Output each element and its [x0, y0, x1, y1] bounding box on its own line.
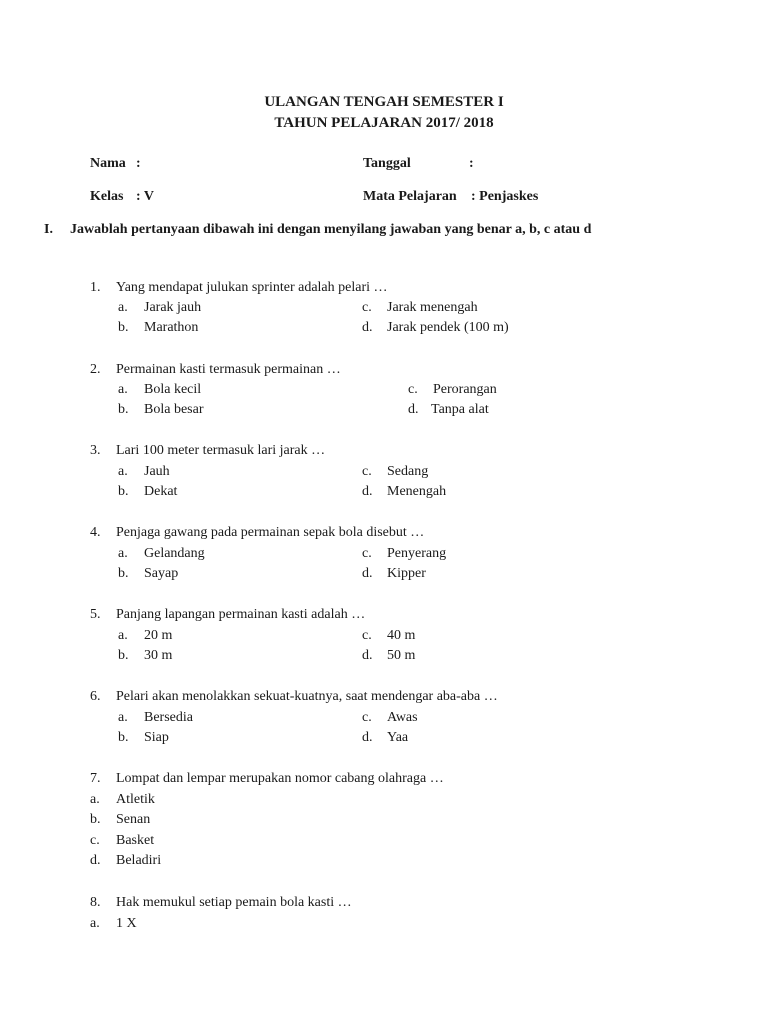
option-text: Siap — [144, 730, 169, 745]
option-letter: a. — [118, 628, 128, 643]
option-letter: b. — [118, 402, 129, 417]
kelas-label: Kelas — [90, 189, 124, 204]
tanggal-colon: : — [469, 156, 474, 171]
option-letter: c. — [362, 464, 372, 479]
nama-label: Nama — [90, 156, 126, 171]
question-number: 8. — [90, 895, 101, 910]
option-letter: a. — [118, 300, 128, 315]
option-text: 20 m — [144, 628, 173, 643]
option-letter: a. — [118, 710, 128, 725]
section-instruction: Jawablah pertanyaan dibawah ini dengan menyilang jawaban yang benar a, b, c atau d — [70, 222, 592, 237]
option-letter: b. — [90, 812, 101, 827]
nama-colon: : — [136, 156, 141, 171]
option-text: Dekat — [144, 484, 178, 499]
option-text: 30 m — [144, 648, 173, 663]
question-number: 3. — [90, 443, 101, 458]
option-text: Marathon — [144, 320, 199, 335]
option-letter: c. — [362, 300, 372, 315]
question-number: 5. — [90, 607, 101, 622]
option-text: Atletik — [116, 792, 155, 807]
page-title: ULANGAN TENGAH SEMESTER I — [264, 94, 504, 110]
question-text: Yang mendapat julukan sprinter adalah pelari … — [116, 280, 388, 295]
option-text: Gelandang — [144, 546, 205, 561]
option-text: Bersedia — [144, 710, 193, 725]
option-text: Penyerang — [387, 546, 447, 561]
option-letter: c. — [90, 833, 100, 848]
option-letter: b. — [118, 648, 129, 663]
question-text: Penjaga gawang pada permainan sepak bola disebut … — [116, 525, 425, 540]
question-text: Pelari akan menolakkan sekuat-kuatnya, saat mendengar aba-aba … — [116, 689, 498, 704]
option-text: Beladiri — [116, 853, 162, 868]
option-letter: c. — [362, 546, 372, 561]
option-text: Kipper — [387, 566, 426, 581]
option-letter: b. — [118, 730, 129, 745]
option-letter: b. — [118, 320, 129, 335]
question-text: Permainan kasti termasuk permainan … — [116, 362, 341, 377]
option-text: Awas — [387, 710, 418, 725]
option-text: Bola kecil — [144, 382, 202, 397]
option-text: Jarak jauh — [144, 300, 202, 315]
option-text: Sedang — [387, 464, 429, 479]
question-number: 7. — [90, 771, 101, 786]
option-letter: b. — [118, 566, 129, 581]
option-text: Jarak pendek (100 m) — [387, 320, 509, 335]
option-text: 1 X — [116, 916, 137, 931]
option-letter: d. — [362, 484, 373, 499]
option-text: Jauh — [144, 464, 170, 479]
option-letter: a. — [118, 464, 128, 479]
question-number: 2. — [90, 362, 101, 377]
page-subtitle: TAHUN PELAJARAN 2017/ 2018 — [274, 115, 494, 131]
option-text: Sayap — [144, 566, 179, 581]
question-number: 4. — [90, 525, 101, 540]
option-text: Perorangan — [433, 382, 497, 397]
option-text: Tanpa alat — [431, 402, 489, 417]
mapel-value: : Penjaskes — [471, 189, 539, 204]
option-letter: b. — [118, 484, 129, 499]
option-text: Basket — [116, 833, 155, 848]
kelas-value: : V — [136, 189, 155, 204]
option-letter: a. — [118, 382, 128, 397]
option-letter: a. — [118, 546, 128, 561]
question-text: Lompat dan lempar merupakan nomor cabang olahraga … — [116, 771, 444, 786]
option-text: Bola besar — [144, 402, 204, 417]
question-number: 6. — [90, 689, 101, 704]
option-letter: c. — [408, 382, 418, 397]
tanggal-label: Tanggal — [363, 156, 411, 171]
question-text: Hak memukul setiap pemain bola kasti … — [116, 895, 352, 910]
option-text: 40 m — [387, 628, 416, 643]
option-letter: c. — [362, 628, 372, 643]
option-letter: d. — [362, 730, 373, 745]
option-text: Yaa — [387, 730, 409, 745]
option-text: Menengah — [387, 484, 447, 499]
question-number: 1. — [90, 280, 101, 295]
question-text: Panjang lapangan permainan kasti adalah … — [116, 607, 366, 622]
option-letter: d. — [90, 853, 101, 868]
option-letter: c. — [362, 710, 372, 725]
question-text: Lari 100 meter termasuk lari jarak … — [116, 443, 326, 458]
option-letter: a. — [90, 916, 100, 931]
option-text: Senan — [116, 812, 151, 827]
option-letter: a. — [90, 792, 100, 807]
section-number: I. — [44, 222, 53, 237]
option-letter: d. — [362, 320, 373, 335]
option-letter: d. — [408, 402, 419, 417]
option-text: Jarak menengah — [387, 300, 478, 315]
option-letter: d. — [362, 566, 373, 581]
option-text: 50 m — [387, 648, 416, 663]
option-letter: d. — [362, 648, 373, 663]
mapel-label: Mata Pelajaran — [363, 189, 457, 204]
